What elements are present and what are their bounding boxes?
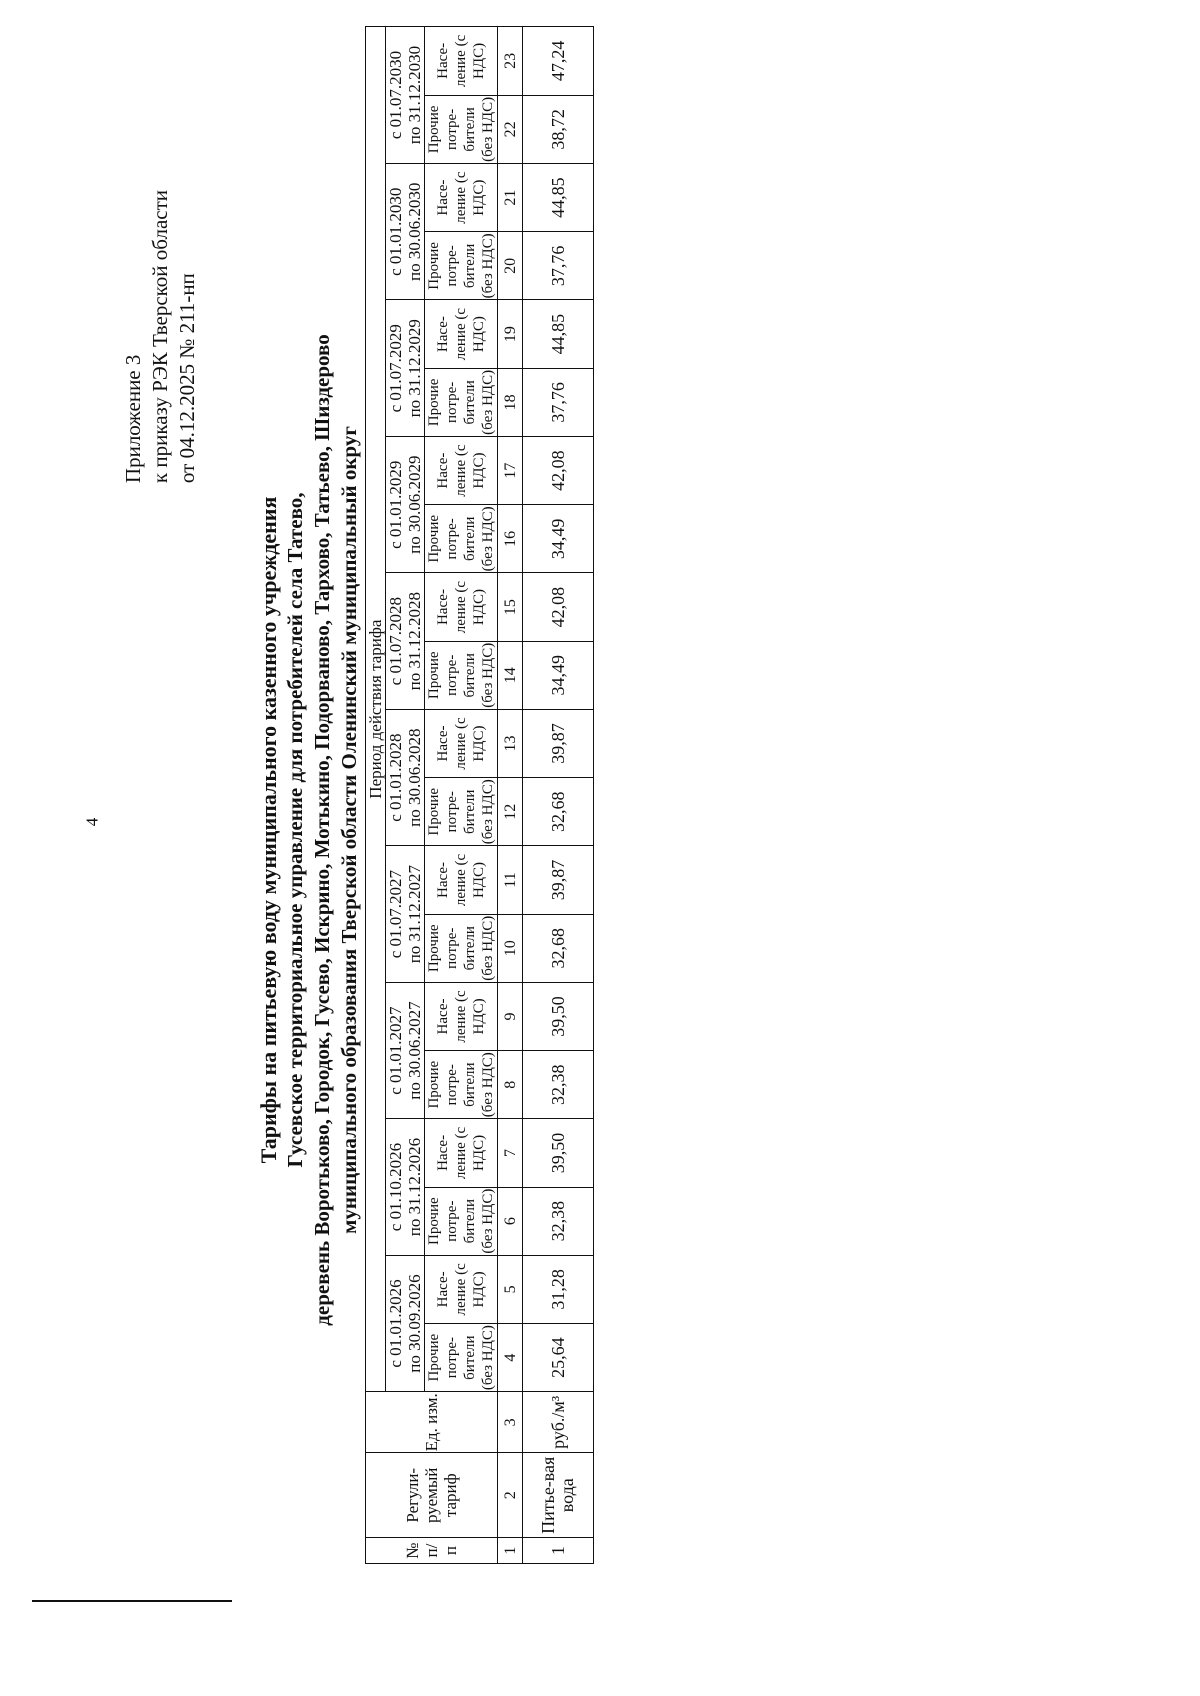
tariff-value-cell: 47,24: [523, 27, 594, 96]
subheader-population: Насе-ление (с НДС): [425, 27, 498, 96]
period-from: с 01.07.2029: [386, 324, 405, 413]
period-cell: [386, 982, 425, 1118]
subheader-other: Прочие потре-бители (без НДС): [426, 506, 496, 572]
rotated-landscape-page: [120, 30, 1170, 1630]
column-index-cell: 5: [498, 1255, 523, 1323]
tariff-value-cell: 44,85: [523, 300, 594, 368]
column-index-cell: 14: [498, 641, 523, 709]
tariff-value-cell: 42,08: [523, 573, 594, 641]
column-index-cell: 13: [498, 709, 523, 777]
tariff-value-cell: 34,49: [523, 505, 594, 573]
period-to: по 31.12.2029: [405, 319, 424, 418]
column-index-cell: 22: [498, 95, 523, 163]
period-to: по 31.12.2028: [405, 592, 424, 691]
tariff-value-cell: 38,72: [523, 95, 594, 163]
subheader-population: Насе-ление (с НДС): [425, 709, 498, 777]
subheader-other: Прочие потре-бители (без НДС): [426, 779, 496, 845]
subheader-other: Прочие потре-бители (без НДС): [426, 642, 496, 708]
tariff-value-cell: 42,08: [523, 436, 594, 504]
appendix-line: от 04.12.2025 № 211-нп: [175, 273, 199, 484]
column-index-cell: 11: [498, 846, 523, 914]
column-index-cell: 18: [498, 368, 523, 436]
period-to: по 30.06.2027: [405, 1001, 424, 1100]
period-from: с 01.01.2029: [386, 460, 405, 549]
period-from: с 01.01.2030: [386, 187, 405, 276]
subheader-population: Насе-ление (с НДС): [425, 436, 498, 504]
period-cell: [386, 709, 425, 845]
subheader-other: Прочие потре-бители (без НДС): [426, 369, 496, 435]
period-cell: [386, 300, 425, 436]
period-to: по 30.06.2028: [405, 728, 424, 827]
subheader-other: Прочие потре-бители (без НДС): [426, 233, 496, 299]
subheader-other: Прочие потре-бители (без НДС): [426, 96, 496, 162]
tariff-value-cell: 39,50: [523, 1119, 594, 1187]
column-index-cell: 12: [498, 778, 523, 846]
column-index-cell: 20: [498, 232, 523, 300]
column-index-cell: 9: [498, 982, 523, 1050]
period-from: с 01.07.2030: [386, 50, 405, 140]
period-from: с 01.10.2026: [386, 1142, 405, 1232]
subheader-population: Насе-ление (с НДС): [425, 300, 498, 368]
subheader-population: Насе-ление (с НДС): [425, 982, 498, 1050]
tariff-value-cell: 39,50: [523, 982, 594, 1050]
tariff-value-cell: 34,49: [523, 641, 594, 709]
document-title: [255, 30, 363, 1630]
title-line: деревень Воротьково, Городок, Гусево, Искрино, Мотькино, Подорваново, Тархово, Татьево, Шиздерово: [310, 334, 334, 1326]
period-to: по 30.06.2030: [405, 182, 424, 281]
period-cell: [386, 164, 425, 300]
column-index-cell: 7: [498, 1119, 523, 1187]
tariff-value-cell: 32,68: [523, 778, 594, 846]
data-row-num: 1: [523, 1538, 594, 1564]
subheader-population: Насе-ление (с НДС): [425, 1119, 498, 1187]
period-cell: [386, 436, 425, 572]
tariff-value-cell: 39,87: [523, 709, 594, 777]
header-num: № п/п: [366, 1538, 498, 1564]
column-index-cell: 17: [498, 436, 523, 504]
subheader-other: Прочие потре-бители (без НДС): [426, 1325, 496, 1391]
subheader-other: Прочие потре-бители (без НДС): [426, 1052, 496, 1118]
period-cell: [386, 1255, 425, 1391]
period-from: с 01.01.2027: [386, 1006, 405, 1095]
title-line: Гусевское территориальное управление для потребителей села Татево,: [283, 492, 307, 1168]
subheader-population: Насе-ление (с НДС): [425, 573, 498, 641]
header-unit: Ед. изм.: [366, 1392, 498, 1453]
tariff-value-cell: 44,85: [523, 164, 594, 232]
period-cell: [386, 573, 425, 709]
column-index-cell: 2: [498, 1453, 523, 1538]
appendix-line: Приложение 3: [121, 354, 145, 484]
column-index-cell: 8: [498, 1051, 523, 1119]
period-from: с 01.07.2027: [386, 869, 405, 959]
tariff-table: [365, 26, 594, 1564]
tariff-value-cell: 31,28: [523, 1255, 594, 1323]
column-index-cell: 15: [498, 573, 523, 641]
header-period: Период действия тарифа: [366, 27, 386, 1392]
subheader-other: Прочие потре-бители (без НДС): [426, 915, 496, 981]
tariff-value-cell: 32,68: [523, 914, 594, 982]
tariff-value-cell: 32,38: [523, 1187, 594, 1255]
period-from: с 01.01.2028: [386, 733, 405, 822]
subheader-population: Насе-ление (с НДС): [425, 846, 498, 914]
period-cell: [386, 27, 425, 164]
column-index-cell: 6: [498, 1187, 523, 1255]
title-line: муниципального образования Тверской области Оленинский муниципальный округ: [337, 426, 361, 1234]
column-index-cell: 3: [498, 1392, 523, 1453]
column-index-cell: 23: [498, 27, 523, 96]
column-index-cell: 10: [498, 914, 523, 982]
period-to: по 30.09.2026: [405, 1274, 424, 1373]
period-from: с 01.07.2028: [386, 597, 405, 686]
period-cell: [386, 1119, 425, 1255]
period-to: по 30.06.2029: [405, 455, 424, 554]
column-index-cell: 16: [498, 505, 523, 573]
subheader-population: Насе-ление (с НДС): [425, 1255, 498, 1323]
page-number: 4: [82, 817, 102, 827]
tariff-value-cell: 37,76: [523, 232, 594, 300]
period-cell: [386, 846, 425, 982]
period-to: по 31.12.2030: [405, 45, 424, 145]
period-from: с 01.01.2026: [386, 1279, 405, 1368]
data-row-unit: руб./м³: [523, 1392, 594, 1453]
subheader-other: Прочие потре-бители (без НДС): [426, 1188, 496, 1254]
tariff-value-cell: 37,76: [523, 368, 594, 436]
column-index-cell: 19: [498, 300, 523, 368]
appendix-line: к приказу РЭК Тверской области: [148, 190, 172, 484]
tariff-value-cell: 32,38: [523, 1051, 594, 1119]
period-to: по 31.12.2027: [405, 864, 424, 964]
header-tariff: Регули-руемый тариф: [366, 1453, 498, 1538]
column-index-cell: 1: [498, 1538, 523, 1564]
column-index-cell: 4: [498, 1324, 523, 1392]
period-to: по 31.12.2026: [405, 1137, 424, 1237]
subheader-population: Насе-ление (с НДС): [425, 164, 498, 232]
appendix-header: [120, 190, 201, 483]
column-index-cell: 21: [498, 164, 523, 232]
title-line: Тарифы на питьевую воду муниципального казенного учреждения: [256, 496, 281, 1164]
tariff-value-cell: 39,87: [523, 846, 594, 914]
tariff-value-cell: 25,64: [523, 1324, 594, 1392]
data-row-tariff: Питье-вая вода: [523, 1453, 594, 1538]
